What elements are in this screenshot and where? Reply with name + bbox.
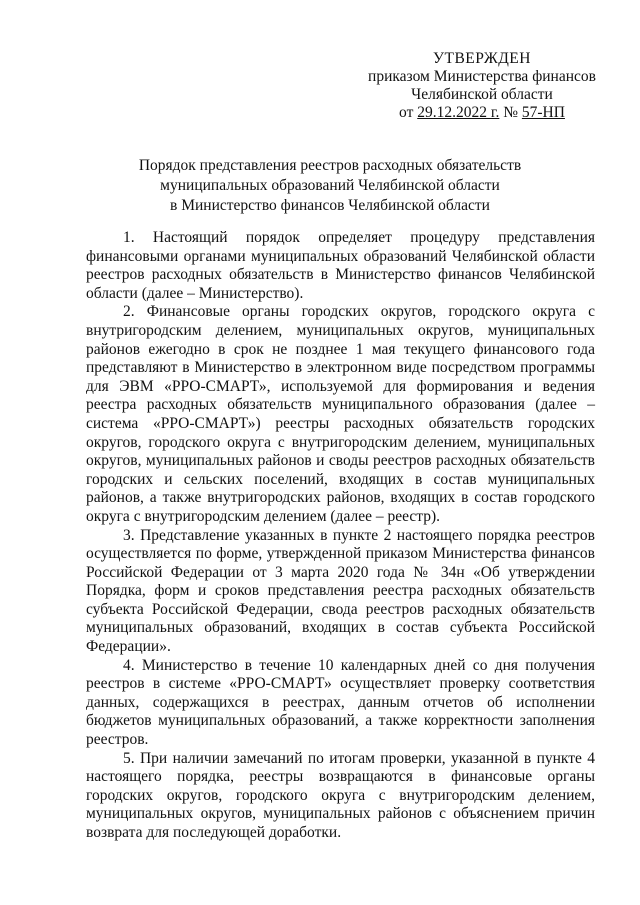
- document-title-line-1: Порядок представления реестров расходных обязательств: [138, 157, 522, 174]
- document-title: [60, 156, 600, 216]
- paragraph-4: 4. Министерство в течение 10 календарных дней со дня получения реестров в системе «РРО-СМАРТ» осуществляет проверку соответствия данных, содержащихся в реестрах, данным отчетов об исполнении бюджетов муниципальных образований, а также корректности заполнения реестров.: [86, 656, 595, 749]
- paragraph-2: 2. Финансовые органы городских округов, городского округа с внутригородским делением, муниципальных округов, муниципальных районов ежегодно в срок не позднее 1 мая текущего финансового года представляют в Министерство в электронном виде посредством программы для ЭВМ «РРО-СМАРТ», используемой для формирования и ведения реестра расходных обязательств муниципального образования (далее – система «РРО-СМАРТ») реестры расходных обязательств городских округов, городского округа с внутригородским делением, муниципальных округов, муниципальных районов и своды реестров расходных обязательств городских и сельских поселений, входящих в состав муниципальных районов, а также внутригородских районов, входящих в состав городского округа с внутригородским делением (далее – реестр).: [86, 303, 595, 525]
- approval-date-number-line: [362, 104, 602, 122]
- approval-heading: УТВЕРЖДЕН: [433, 50, 531, 67]
- document-title-line-3: в Министерство финансов Челябинской области: [170, 197, 490, 214]
- approval-number: 57-НП: [521, 104, 565, 121]
- approval-date-prefix: от: [399, 104, 418, 121]
- paragraph-1: 1. Настоящий порядок определяет процедуру представления финансовыми органами муниципальных образований Челябинской области реестров расходных обязательств в Министерство финансов Челябинской области (далее – Министерство).: [86, 229, 595, 302]
- document-body: [86, 229, 595, 843]
- document-title-line-2: муниципальных образований Челябинской области: [160, 177, 500, 194]
- approval-date: 29.12.2022 г.: [417, 104, 500, 121]
- approval-region-line: Челябинской области: [411, 86, 553, 103]
- approval-issuer-line: приказом Министерства финансов: [368, 68, 596, 85]
- paragraph-3: 3. Представление указанных в пункте 2 настоящего порядка реестров осуществляется по форме, утвержденной приказом Министерства финансов Российской Федерации от 3 марта 2020 года № 34н «Об утверждении Порядка, форм и сроков представления реестра расходных обязательств субъекта Российской Федерации, свода реестров расходных обязательств муниципальных образований, входящих в состав субъекта Российской Федерации».: [86, 526, 595, 656]
- approval-stamp-block: [362, 50, 602, 122]
- approval-number-prefix: №: [499, 104, 522, 121]
- paragraph-5: 5. При наличии замечаний по итогам проверки, указанной в пункте 4 настоящего порядка, реестры возвращаются в финансовые органы городских округов, городского округа с внутригородским делением, муниципальных округов, муниципальных районов с объяснением причин возврата для последующей доработки.: [86, 749, 595, 841]
